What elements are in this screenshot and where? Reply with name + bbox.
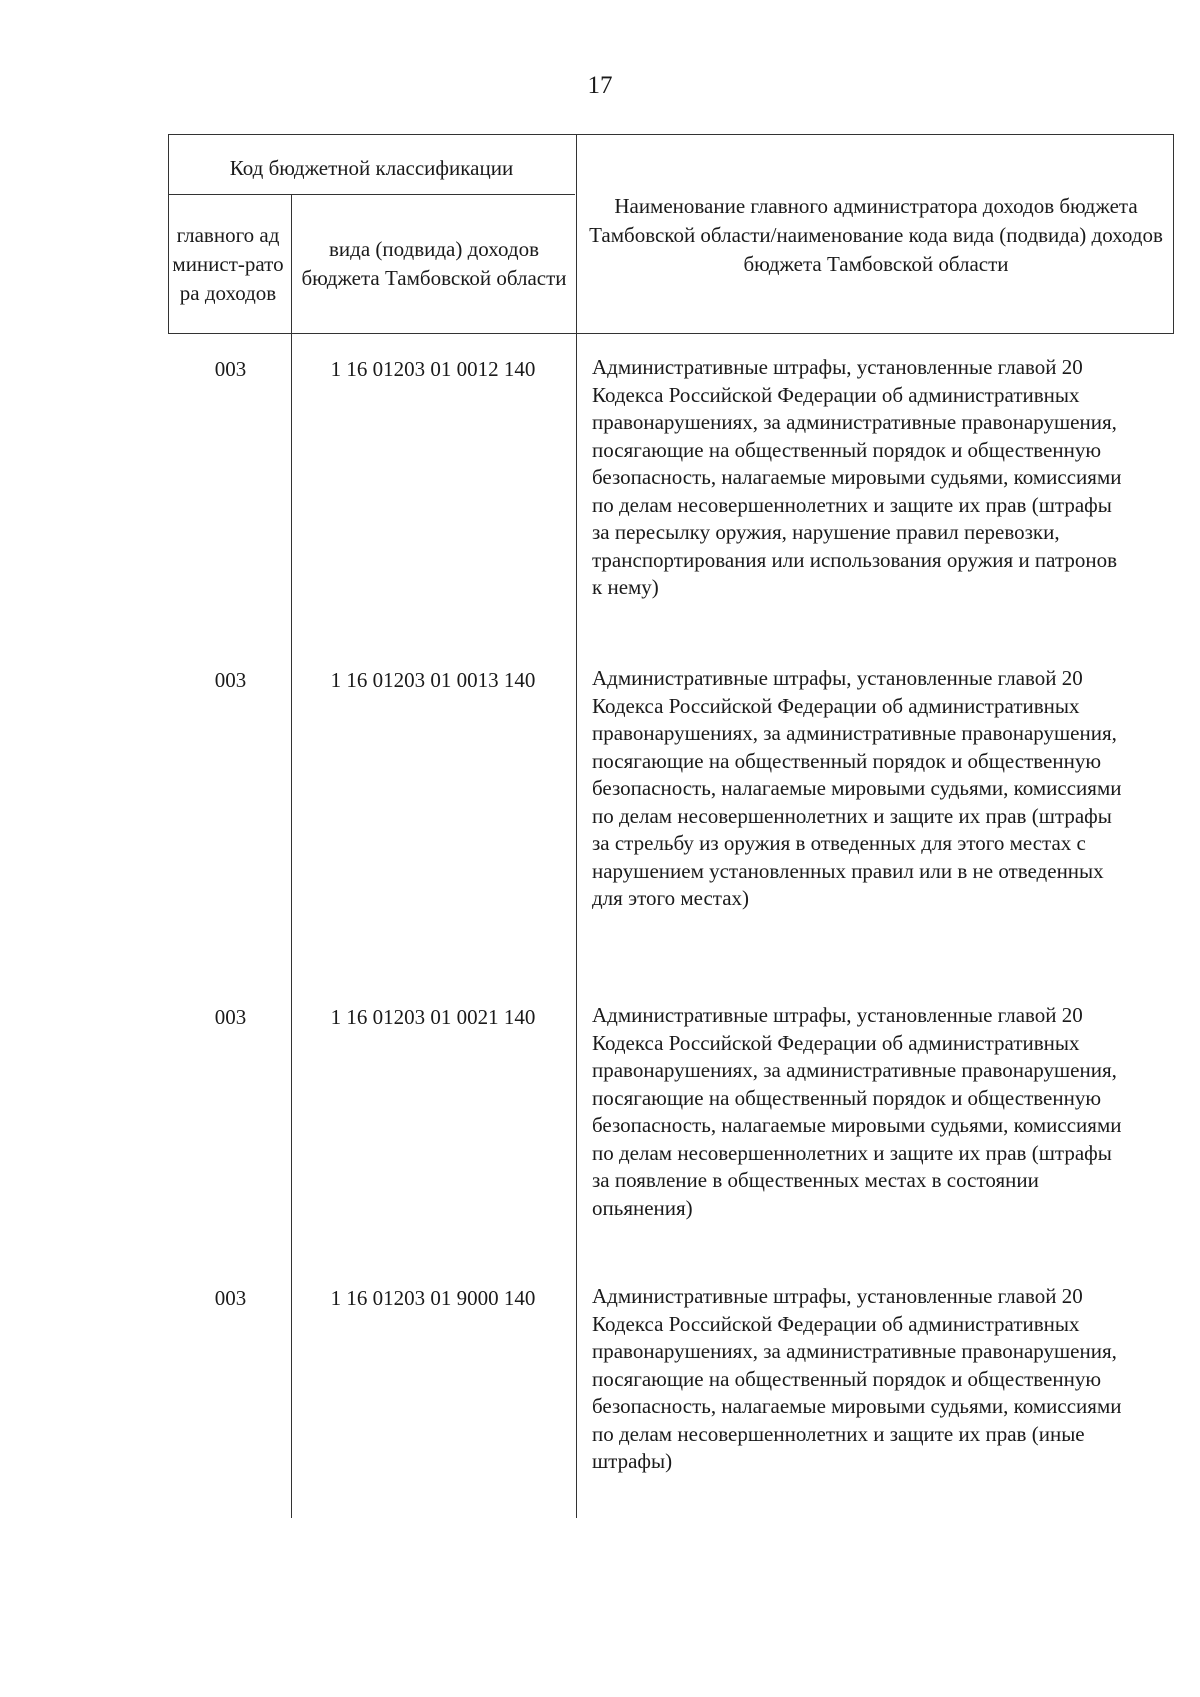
- classification-code-cell: 1 16 01203 01 0012 140: [330, 357, 536, 381]
- page-number: 17: [587, 72, 613, 99]
- income-name-cell: Административные штрафы, установленные главой 20 Кодекса Российской Федерации об административных правонарушениях, за административные правонарушения, посягающие на общественный порядок и общественную безопасность, налагаемые мировыми судьями, комиссиями по делам несовершеннолетних и защите их прав (штрафы за стрельбу из оружия в отведенных для этого местах с нарушением установленных правил или в не отведенных для этого местах): [592, 666, 1122, 910]
- classification-code-cell: 1 16 01203 01 0021 140: [330, 1005, 536, 1029]
- column-divider-code-name: [576, 134, 577, 1518]
- header-group-label: Код бюджетной классификации: [229, 155, 514, 180]
- header-col-name: Наименование главного администратора доходов бюджета Тамбовской области/наименование кода вида (подвида) доходов бюджета Тамбовской области: [589, 193, 1163, 276]
- income-name-cell: Административные штрафы, установленные главой 20 Кодекса Российской Федерации об административных правонарушениях, за административные правонарушения, посягающие на общественный порядок и общественную безопасность, налагаемые мировыми судьями, комиссиями по делам несовершеннолетних и защите их прав (штрафы за пересылку оружия, нарушение правил перевозки, транспортирования или использования оружия и патронов к нему): [592, 355, 1122, 599]
- header-col-code: вида (подвида) доходов бюджета Тамбовской области: [301, 237, 567, 290]
- header-right-border: [1173, 134, 1174, 334]
- header-bottom-border: [168, 333, 1174, 334]
- admin-code-cell: 003: [214, 1005, 247, 1029]
- classification-code-cell: 1 16 01203 01 0013 140: [330, 668, 536, 692]
- column-divider-admin-code: [291, 194, 292, 1518]
- admin-code-cell: 003: [214, 357, 247, 381]
- header-col-admin: главного админист-ратора доходов: [172, 222, 284, 305]
- income-name-cell: Административные штрафы, установленные главой 20 Кодекса Российской Федерации об административных правонарушениях, за административные правонарушения, посягающие на общественный порядок и общественную безопасность, налагаемые мировыми судьями, комиссиями по делам несовершеннолетних и защите их прав (иные штрафы): [592, 1284, 1122, 1473]
- header-top-border: [168, 134, 1174, 135]
- admin-code-cell: 003: [214, 1286, 247, 1310]
- header-group-divider: [168, 194, 575, 195]
- classification-code-cell: 1 16 01203 01 9000 140: [330, 1286, 536, 1310]
- income-name-cell: Административные штрафы, установленные главой 20 Кодекса Российской Федерации об административных правонарушениях, за административные правонарушения, посягающие на общественный порядок и общественную безопасность, налагаемые мировыми судьями, комиссиями по делам несовершеннолетних и защите их прав (штрафы за появление в общественных местах в состоянии опьянения): [592, 1003, 1122, 1220]
- admin-code-cell: 003: [214, 668, 247, 692]
